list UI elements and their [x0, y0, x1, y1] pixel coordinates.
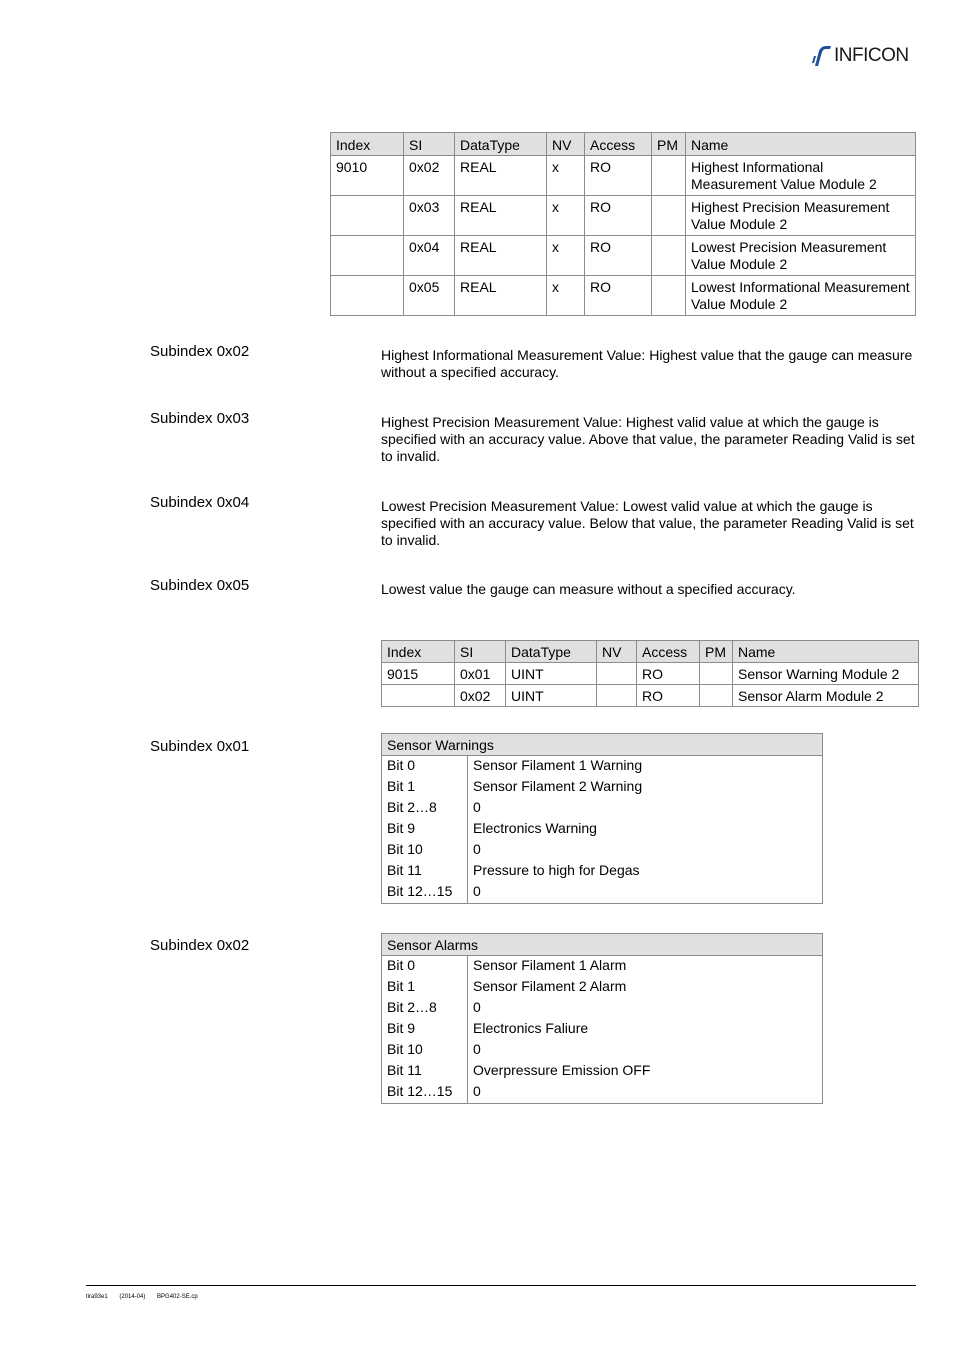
col-index: Index — [331, 133, 404, 156]
meaning-cell: Electronics Warning — [468, 819, 823, 840]
meaning-cell: Sensor Filament 1 Warning — [468, 756, 823, 778]
meaning-cell: 0 — [468, 840, 823, 861]
cell-access: RO — [637, 685, 700, 707]
subindex-label: Subindex 0x04 — [150, 494, 250, 511]
cell-access: RO — [637, 663, 700, 685]
table-row — [382, 1019, 823, 1040]
cell-datatype: UINT — [506, 663, 597, 685]
col-pm: PM — [700, 641, 733, 663]
cell-name: Lowest Precision Measurement Value Module 2 — [686, 236, 916, 276]
meaning-cell: 0 — [468, 1040, 823, 1061]
cell-access: RO — [585, 196, 652, 236]
cell-pm — [652, 196, 686, 236]
sensor-warnings-table — [381, 733, 823, 904]
cell-name: Highest Informational Measurement Value Module 2 — [686, 156, 916, 196]
meaning-cell: 0 — [468, 998, 823, 1019]
inficon-logo-mark — [812, 45, 832, 67]
table-row — [382, 777, 823, 798]
meaning-cell: Sensor Filament 2 Alarm — [468, 977, 823, 998]
table-row — [382, 798, 823, 819]
footer — [86, 1294, 208, 1300]
col-access: Access — [637, 641, 700, 663]
cell-datatype: UINT — [506, 685, 597, 707]
cell-name: Sensor Alarm Module 2 — [733, 685, 919, 707]
table-row — [382, 977, 823, 998]
cell-si: 0x02 — [455, 685, 506, 707]
col-nv: NV — [547, 133, 585, 156]
table-row — [382, 756, 823, 778]
meaning-cell: 0 — [468, 882, 823, 904]
col-datatype: DataType — [455, 133, 547, 156]
table-title: Sensor Warnings — [382, 734, 823, 756]
table-row — [382, 1061, 823, 1082]
cell-datatype: REAL — [455, 196, 547, 236]
cell-nv — [597, 685, 637, 707]
table-row — [382, 663, 919, 685]
table-row — [331, 156, 916, 196]
cell-nv — [597, 663, 637, 685]
cell-index — [331, 236, 404, 276]
logo-text: INFICON — [834, 45, 909, 66]
subindex-label: Subindex 0x05 — [150, 577, 250, 594]
bit-cell: Bit 10 — [382, 1040, 468, 1061]
sensor-alarms-table — [381, 933, 823, 1104]
footer-date: (2014-04) — [119, 1294, 146, 1300]
cell-name: Lowest Informational Measurement Value Module 2 — [686, 276, 916, 316]
subindex-description: Highest Precision Measurement Value: Highest valid value at which the gauge is specified with an accuracy value. Above that value, the parameter Reading Valid is set to invalid. — [381, 414, 915, 464]
cell-pm — [652, 276, 686, 316]
cell-index — [382, 685, 455, 707]
subindex-label: Subindex 0x03 — [150, 410, 250, 427]
cell-si: 0x03 — [404, 196, 455, 236]
subindex-description: Lowest value the gauge can measure without a specified accuracy. — [381, 581, 796, 597]
meaning-cell: Overpressure Emission OFF — [468, 1061, 823, 1082]
bit-cell: Bit 2…8 — [382, 798, 468, 819]
bit-cell: Bit 1 — [382, 977, 468, 998]
cell-si: 0x01 — [455, 663, 506, 685]
table-row — [382, 1082, 823, 1104]
subindex-description: Highest Informational Measurement Value: Highest value that the gauge can measure without a specified accuracy. — [381, 347, 913, 380]
parameter-table-9015 — [381, 640, 919, 707]
cell-pm — [700, 685, 733, 707]
meaning-cell: 0 — [468, 798, 823, 819]
footer-file: BPG402-SE.cp — [157, 1294, 198, 1300]
table-header-row — [382, 641, 919, 663]
cell-index: 9010 — [331, 156, 404, 196]
table-header-row — [382, 934, 823, 956]
table-row — [382, 840, 823, 861]
cell-nv: x — [547, 196, 585, 236]
meaning-cell: Sensor Filament 2 Warning — [468, 777, 823, 798]
bit-cell: Bit 0 — [382, 756, 468, 778]
meaning-cell: Pressure to high for Degas — [468, 861, 823, 882]
cell-pm — [652, 236, 686, 276]
col-si: SI — [455, 641, 506, 663]
bit-cell: Bit 1 — [382, 777, 468, 798]
table-row — [382, 685, 919, 707]
bit-cell: Bit 2…8 — [382, 998, 468, 1019]
col-datatype: DataType — [506, 641, 597, 663]
col-si: SI — [404, 133, 455, 156]
bit-cell: Bit 0 — [382, 956, 468, 978]
cell-access: RO — [585, 236, 652, 276]
subindex-label: Subindex 0x01 — [150, 738, 250, 755]
bit-cell: Bit 12…15 — [382, 882, 468, 904]
cell-datatype: REAL — [455, 236, 547, 276]
footer-doc-id: tira93e1 — [86, 1294, 108, 1300]
table-row — [382, 998, 823, 1019]
table-row — [382, 882, 823, 904]
bit-cell: Bit 9 — [382, 1019, 468, 1040]
col-index: Index — [382, 641, 455, 663]
table-row — [382, 861, 823, 882]
col-pm: PM — [652, 133, 686, 156]
cell-nv: x — [547, 276, 585, 316]
table-row — [331, 276, 916, 316]
cell-nv: x — [547, 236, 585, 276]
table-row — [331, 236, 916, 276]
meaning-cell: 0 — [468, 1082, 823, 1104]
col-access: Access — [585, 133, 652, 156]
subindex-label: Subindex 0x02 — [150, 343, 250, 360]
table-header-row — [331, 133, 916, 156]
inficon-logo — [812, 44, 909, 68]
cell-si: 0x05 — [404, 276, 455, 316]
bit-cell: Bit 11 — [382, 1061, 468, 1082]
meaning-cell: Sensor Filament 1 Alarm — [468, 956, 823, 978]
footer-divider — [86, 1285, 916, 1286]
cell-si: 0x04 — [404, 236, 455, 276]
table-header-row — [382, 734, 823, 756]
parameter-table-9010 — [330, 132, 916, 316]
table-row — [331, 196, 916, 236]
cell-access: RO — [585, 276, 652, 316]
cell-pm — [652, 156, 686, 196]
cell-index — [331, 276, 404, 316]
table-row — [382, 1040, 823, 1061]
table-row — [382, 956, 823, 978]
subindex-label: Subindex 0x02 — [150, 937, 250, 954]
col-name: Name — [733, 641, 919, 663]
cell-access: RO — [585, 156, 652, 196]
cell-index: 9015 — [382, 663, 455, 685]
cell-datatype: REAL — [455, 156, 547, 196]
cell-name: Sensor Warning Module 2 — [733, 663, 919, 685]
bit-cell: Bit 11 — [382, 861, 468, 882]
table-row — [382, 819, 823, 840]
cell-nv: x — [547, 156, 585, 196]
cell-name: Highest Precision Measurement Value Module 2 — [686, 196, 916, 236]
bit-cell: Bit 10 — [382, 840, 468, 861]
bit-cell: Bit 12…15 — [382, 1082, 468, 1104]
bit-cell: Bit 9 — [382, 819, 468, 840]
table-title: Sensor Alarms — [382, 934, 823, 956]
cell-pm — [700, 663, 733, 685]
col-nv: NV — [597, 641, 637, 663]
meaning-cell: Electronics Faliure — [468, 1019, 823, 1040]
cell-si: 0x02 — [404, 156, 455, 196]
subindex-description: Lowest Precision Measurement Value: Lowest valid value at which the gauge is specified with an accuracy value. Below that value, the parameter Reading Valid is set to invalid. — [381, 498, 914, 548]
col-name: Name — [686, 133, 916, 156]
cell-datatype: REAL — [455, 276, 547, 316]
cell-index — [331, 196, 404, 236]
